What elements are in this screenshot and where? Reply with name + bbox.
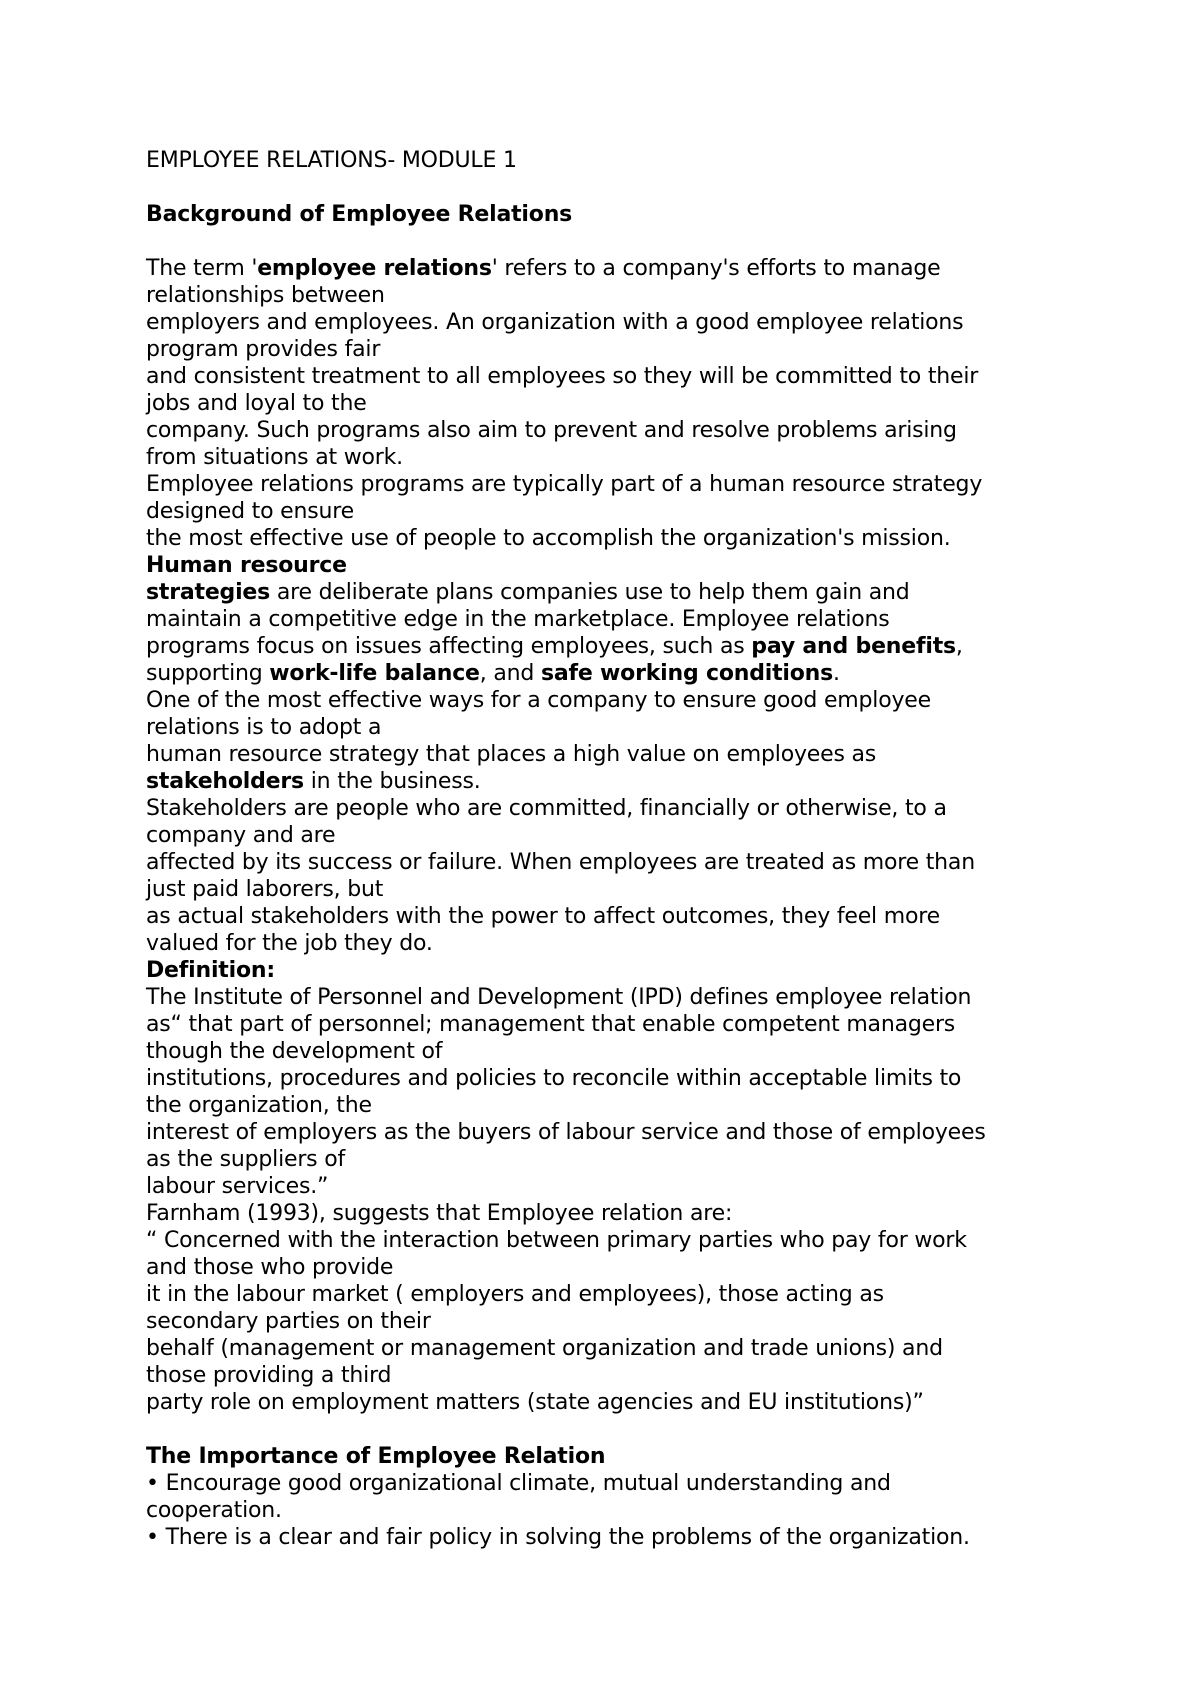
text-run: The term ' xyxy=(146,256,258,281)
paragraph-line: company. Such programs also aim to prevent and resolve problems arising xyxy=(146,418,957,443)
paragraph-line: those providing a third xyxy=(146,1363,392,1388)
paragraph-line: The Institute of Personnel and Development (IPD) defines employee relation xyxy=(146,985,972,1010)
paragraph-line: just paid laborers, but xyxy=(146,877,384,902)
document-body xyxy=(146,147,1066,1551)
paragraph-line: relations is to adopt a xyxy=(146,715,382,740)
text-run: programs focus on issues affecting employees, such as xyxy=(146,634,752,659)
bold-term: pay and benefits xyxy=(751,634,956,659)
definition-heading: Definition: xyxy=(146,958,275,983)
bold-term-human-resource: Human resource xyxy=(146,553,347,578)
text-run: , and xyxy=(479,661,541,686)
paragraph-line xyxy=(146,768,1066,795)
section-heading-background: Background of Employee Relations xyxy=(146,202,573,227)
bullet-item-line: • Encourage good organizational climate, mutual understanding and xyxy=(146,1471,891,1496)
paragraph-line xyxy=(146,255,1066,282)
section-heading-importance: The Importance of Employee Relation xyxy=(146,1444,606,1469)
paragraph-line: valued for the job they do. xyxy=(146,931,433,956)
paragraph-line: jobs and loyal to the xyxy=(146,391,367,416)
paragraph-line: and consistent treatment to all employees so they will be committed to their xyxy=(146,364,979,389)
text-run: are deliberate plans companies use to help them gain and xyxy=(270,580,910,605)
paragraph-line: though the development of xyxy=(146,1039,443,1064)
spacer xyxy=(146,228,1066,255)
paragraph-line: maintain a competitive edge in the marketplace. Employee relations xyxy=(146,607,890,632)
paragraph-line: Farnham (1993), suggests that Employee relation are: xyxy=(146,1201,733,1226)
paragraph-line: and those who provide xyxy=(146,1255,394,1280)
paragraph-line: relationships between xyxy=(146,283,385,308)
bold-term: stakeholders xyxy=(146,769,304,794)
document-title: EMPLOYEE RELATIONS- MODULE 1 xyxy=(146,148,517,173)
paragraph-line: the most effective use of people to accomplish the organization's mission. xyxy=(146,526,951,551)
paragraph-line: company and are xyxy=(146,823,336,848)
paragraph-line: the organization, the xyxy=(146,1093,372,1118)
bold-term: employee relations xyxy=(257,256,492,281)
text-run: supporting xyxy=(146,661,270,686)
bullet-item-line: • There is a clear and fair policy in solving the problems of the organization. xyxy=(146,1525,970,1550)
paragraph-line: One of the most effective ways for a company to ensure good employee xyxy=(146,688,931,713)
text-run: ' refers to a company's efforts to manage xyxy=(491,256,941,281)
spacer xyxy=(146,1416,1066,1443)
paragraph-line: as“ that part of personnel; management that enable competent managers xyxy=(146,1012,956,1037)
paragraph-line xyxy=(146,579,1066,606)
paragraph-line: human resource strategy that places a high value on employees as xyxy=(146,742,877,767)
paragraph-line xyxy=(146,633,1066,660)
bold-term: safe working conditions xyxy=(540,661,834,686)
paragraph-line: it in the labour market ( employers and employees), those acting as xyxy=(146,1282,884,1307)
paragraph-line: party role on employment matters (state agencies and EU institutions)” xyxy=(146,1390,924,1415)
paragraph-line: secondary parties on their xyxy=(146,1309,431,1334)
text-run: in the business. xyxy=(303,769,481,794)
paragraph-line: behalf (management or management organization and trade unions) and xyxy=(146,1336,943,1361)
bullet-item-line: cooperation. xyxy=(146,1498,282,1523)
paragraph-line: program provides fair xyxy=(146,337,381,362)
paragraph-line: affected by its success or failure. When employees are treated as more than xyxy=(146,850,975,875)
paragraph-line: employers and employees. An organization with a good employee relations xyxy=(146,310,964,335)
paragraph-line: “ Concerned with the interaction between primary parties who pay for work xyxy=(146,1228,967,1253)
spacer xyxy=(146,174,1066,201)
paragraph-line: Stakeholders are people who are committed, financially or otherwise, to a xyxy=(146,796,947,821)
paragraph-line: interest of employers as the buyers of labour service and those of employees xyxy=(146,1120,986,1145)
paragraph-line: labour services.” xyxy=(146,1174,329,1199)
paragraph-line xyxy=(146,660,1066,687)
paragraph-line: as actual stakeholders with the power to affect outcomes, they feel more xyxy=(146,904,940,929)
paragraph-line: institutions, procedures and policies to reconcile within acceptable limits to xyxy=(146,1066,962,1091)
paragraph-line: as the suppliers of xyxy=(146,1147,346,1172)
bold-term: work-life balance xyxy=(269,661,480,686)
paragraph-line: designed to ensure xyxy=(146,499,354,524)
text-run: . xyxy=(833,661,840,686)
paragraph-line: Employee relations programs are typically part of a human resource strategy xyxy=(146,472,983,497)
paragraph-line: from situations at work. xyxy=(146,445,403,470)
bold-term: strategies xyxy=(146,580,271,605)
text-run: , xyxy=(955,634,963,659)
